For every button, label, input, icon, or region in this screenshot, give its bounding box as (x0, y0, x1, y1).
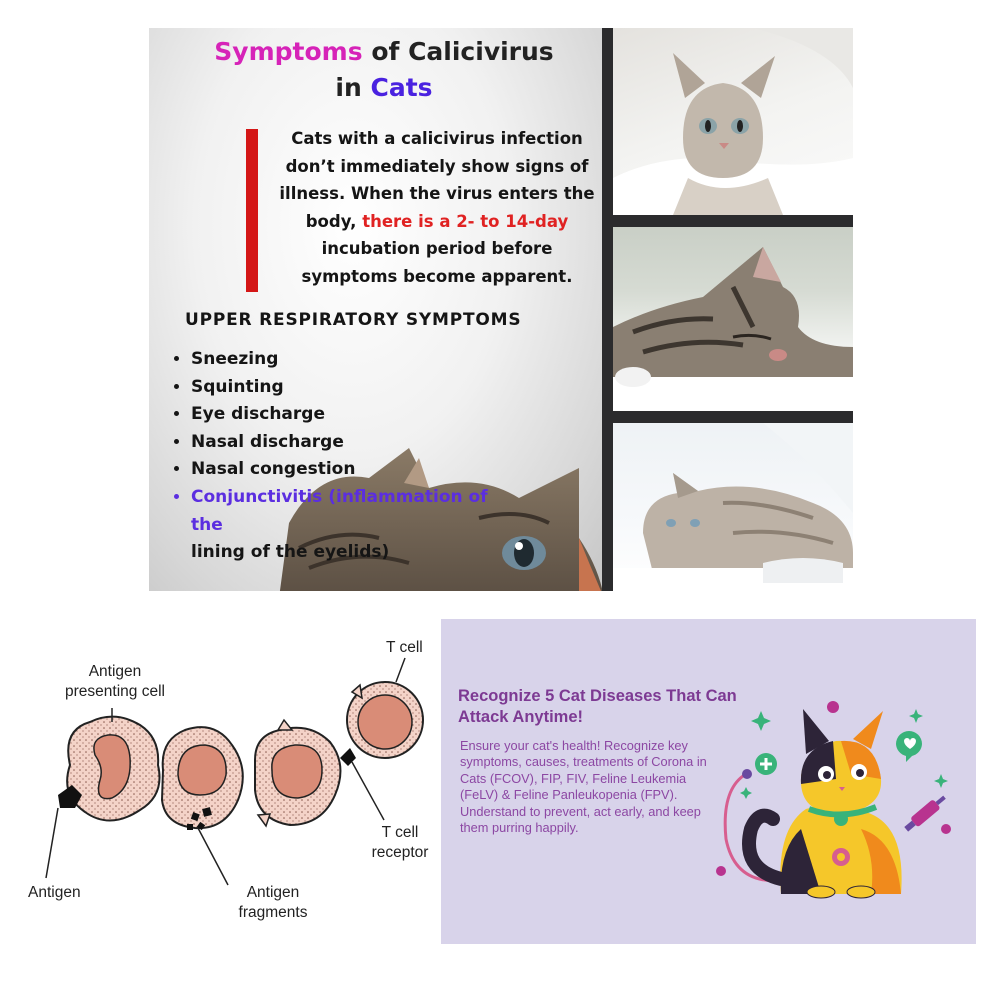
symptom-item: • Sneezing (191, 346, 521, 374)
label-t-cell: T cell (386, 639, 423, 656)
infographic-title (149, 34, 602, 106)
calicivirus-infographic (149, 28, 853, 591)
symptom-item: • Eye discharge (191, 401, 521, 429)
cat-doctor-illustration (711, 679, 971, 909)
intro-highlight: there is a 2- to 14-day (362, 211, 569, 231)
section-heading: UPPER RESPIRATORY SYMPTOMS (185, 310, 522, 330)
infographic-text-panel (149, 28, 602, 591)
title-in: in (335, 73, 371, 102)
title-word-cats: Cats (370, 73, 433, 102)
symptom-item-conjunctivitis (191, 484, 521, 567)
cat-photo-sitting (613, 28, 853, 215)
banner-body: Ensure your cat's health! Recognize key symptoms, causes, treatments of Corona in Cats (FCOV), FIP, FIV, Feline Leukemia (FeLV) & Feline Panleukopenia (FPV). Understand to prevent, act early, and keep them purring happily. (460, 738, 707, 836)
accent-red-bar (246, 129, 258, 292)
symptom-item: • Squinting (191, 374, 521, 402)
symptom-item: • Nasal congestion (191, 456, 521, 484)
antigen-presentation-diagram (0, 630, 440, 950)
conjunctivitis-tail: lining of the eyelids) (191, 542, 390, 563)
intro-text-start: Cats with a calicivirus infection don’t immediately show signs of illness. When the virus enters the body, (279, 129, 595, 231)
label-antigen: Antigen (28, 884, 81, 901)
symptom-list (171, 346, 521, 567)
intro-paragraph (272, 125, 602, 290)
title-word-symptoms: Symptoms (214, 37, 363, 66)
cat-photo-sleeping (613, 227, 853, 411)
label-t-cell-receptor: T cell receptor (371, 824, 429, 861)
label-antigen-presenting-cell: Antigen presenting cell (65, 663, 165, 700)
cat-diseases-banner (441, 619, 976, 944)
label-antigen-fragments: Antigen fragments (238, 884, 308, 921)
intro-text-end: incubation period before symptoms become apparent. (301, 239, 573, 286)
title-middle: of Calicivirus (362, 37, 554, 66)
cat-photo-lying (613, 423, 853, 591)
banner-title: Recognize 5 Cat Diseases That Can Attack Anytime! (458, 687, 737, 726)
conjunctivitis-highlight: Conjunctivitis (inflammation of the (191, 486, 488, 535)
symptom-item: • Nasal discharge (191, 429, 521, 457)
